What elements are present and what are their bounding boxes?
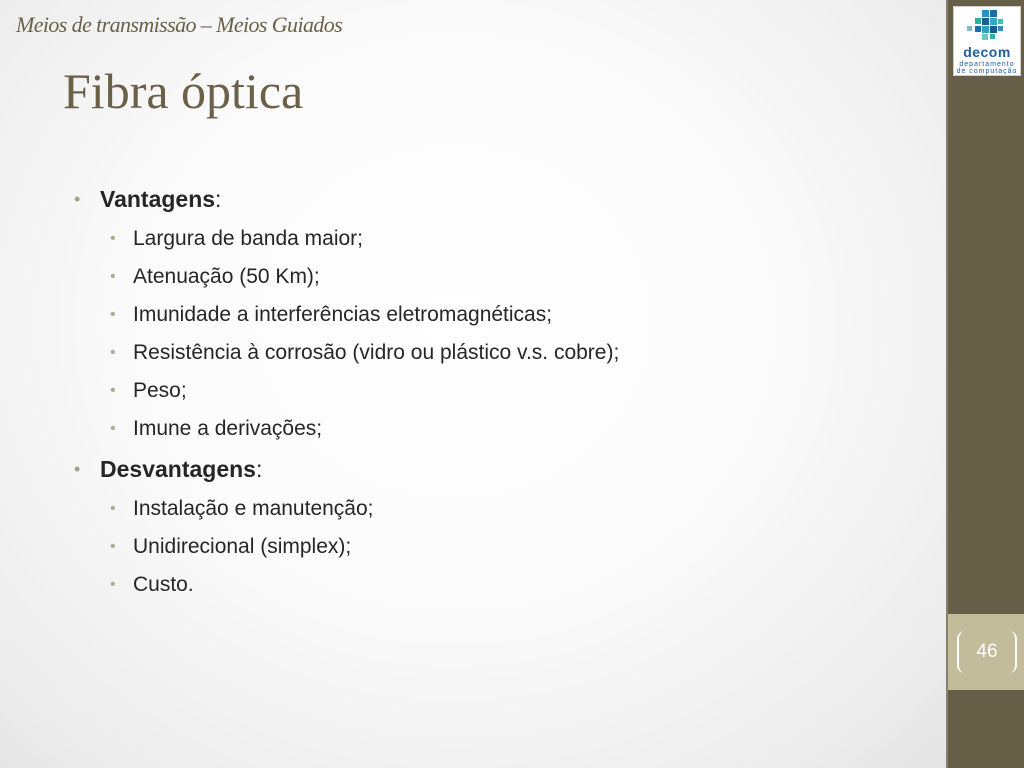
decom-logo [953, 6, 1021, 76]
list-item [70, 410, 930, 448]
bullet-icon: • [110, 268, 116, 285]
list-item [70, 372, 930, 410]
bullet-icon: • [74, 459, 81, 479]
logo-subline-1: departamento [959, 61, 1015, 68]
list-item-text: Instalação e manutenção; [133, 497, 374, 520]
group-heading-label: Vantagens [100, 186, 216, 212]
logo-subline-2: de computação [956, 68, 1018, 75]
slide-content [70, 178, 930, 604]
list-item-text: Custo. [133, 573, 194, 596]
group-heading-desvantagens [70, 448, 930, 490]
list-item [70, 528, 930, 566]
list-item-text: Resistência à corrosão (vidro ou plástico v.s. cobre); [133, 341, 620, 364]
list-item-text: Atenuação (50 Km); [133, 265, 320, 288]
list-item-text: Unidirecional (simplex); [133, 535, 352, 558]
group-heading-suffix: : [215, 186, 222, 212]
bullet-icon: • [110, 538, 116, 555]
list-item-text: Largura de banda maior; [133, 227, 363, 250]
group-heading-vantagens [70, 178, 930, 220]
slide-title: Fibra óptica [63, 63, 304, 119]
page-number-frame [957, 631, 1017, 673]
logo-mosaic-icon [954, 7, 1020, 43]
bullet-icon: • [110, 382, 116, 399]
list-item [70, 566, 930, 604]
logo-word: decom [963, 44, 1011, 60]
list-item [70, 296, 930, 334]
bullet-icon: • [110, 230, 116, 247]
bullet-icon: • [110, 500, 116, 517]
page-number-box [948, 614, 1024, 690]
bullet-icon: • [110, 576, 116, 593]
group-heading-label: Desvantagens [100, 456, 256, 482]
list-item-text: Peso; [133, 379, 187, 402]
group-heading-suffix: : [255, 456, 263, 482]
list-item [70, 220, 930, 258]
list-item-text: Imunidade a interferências eletromagnéticas; [133, 303, 553, 326]
bullet-icon: • [110, 420, 116, 437]
list-item [70, 258, 930, 296]
bullet-icon: • [110, 306, 116, 323]
page-number: 46 [976, 641, 998, 662]
list-item [70, 490, 930, 528]
list-item [70, 334, 930, 372]
section-title: Meios de transmissão – Meios Guiados [16, 12, 343, 37]
list-item-text: Imune a derivações; [133, 417, 323, 440]
bullet-icon: • [110, 344, 116, 361]
bullet-icon: • [74, 189, 81, 209]
